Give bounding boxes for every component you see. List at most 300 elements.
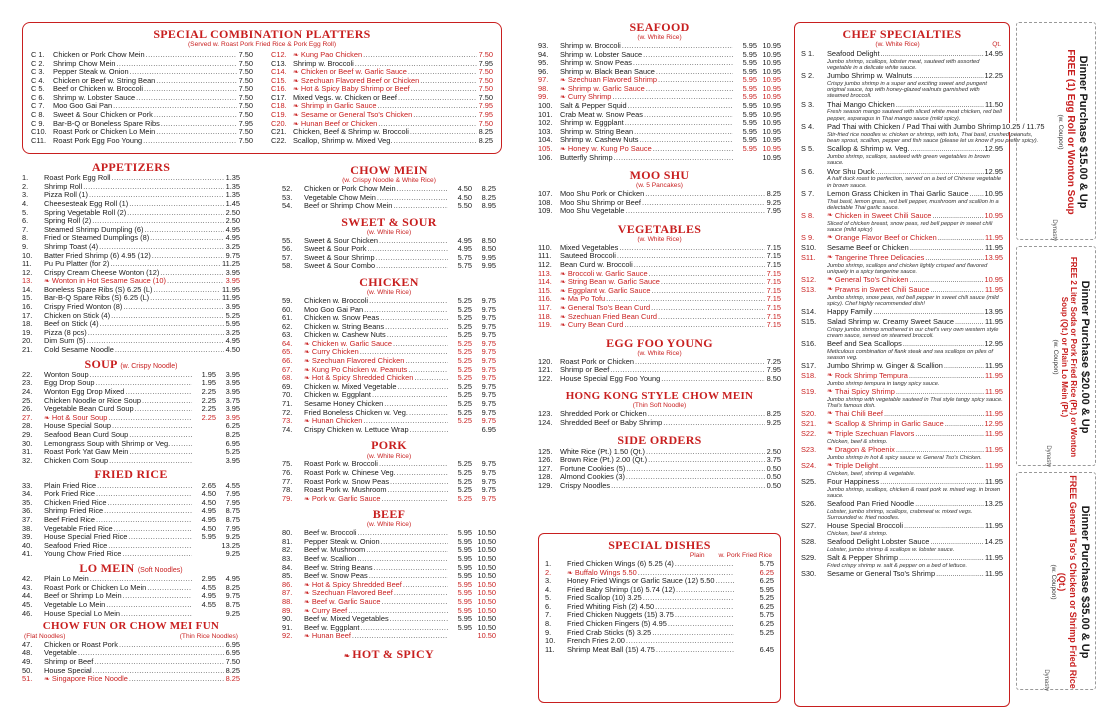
item-price-pt: 5.95 xyxy=(733,51,757,60)
chef-item[interactable] xyxy=(801,244,1003,253)
item-price-pt: 5.75 xyxy=(448,262,472,271)
menu-item[interactable] xyxy=(22,542,240,551)
menu-item[interactable] xyxy=(22,183,240,192)
item-name: Shrimp in Garlic Sauce ..... xyxy=(301,102,477,111)
item-name: Wonton Soup ..... xyxy=(44,371,192,380)
item-number: C 1. xyxy=(31,49,45,59)
menu-item[interactable] xyxy=(282,632,496,641)
menu-item[interactable] xyxy=(282,426,496,435)
menu-item[interactable] xyxy=(31,68,253,77)
chef-item[interactable] xyxy=(801,570,1003,579)
menu-item[interactable] xyxy=(22,440,240,449)
item-price-qt: 10.50 xyxy=(472,564,496,573)
menu-item[interactable] xyxy=(538,456,781,465)
chef-item-name: Scallop & Shrimp w. Veg. ..... xyxy=(827,145,984,154)
item-name: Butterfly Shrimp ..... xyxy=(560,154,733,163)
item-number: 1. xyxy=(22,173,29,183)
item-number: 103. xyxy=(538,126,553,136)
menu-item[interactable] xyxy=(538,313,781,322)
menu-item[interactable] xyxy=(31,77,253,86)
item-name: Fried Crab Sticks (5) 3.25 ..... xyxy=(567,629,734,638)
menu-item[interactable] xyxy=(271,128,493,137)
chef-item[interactable] xyxy=(801,372,1003,387)
menu-item[interactable] xyxy=(282,417,496,426)
menu-item[interactable] xyxy=(538,278,781,287)
menu-item[interactable] xyxy=(31,102,253,111)
item-price-pt: 5.95 xyxy=(448,564,472,573)
menu-item[interactable] xyxy=(22,234,240,243)
item-name: Chicken w. Garlic Sauce ..... xyxy=(312,340,448,349)
item-name: Chicken w. Mixed Vegetable ..... xyxy=(304,383,448,392)
menu-item[interactable] xyxy=(22,641,240,650)
chef-item[interactable] xyxy=(801,420,1003,429)
item-price: 7.95 xyxy=(478,58,493,68)
menu-item[interactable] xyxy=(22,649,240,658)
vegetables-title: VEGETABLES xyxy=(617,221,702,236)
chili-icon: ❧ xyxy=(293,77,299,85)
item-number: 15. xyxy=(22,293,33,303)
item-number: 97. xyxy=(538,75,549,85)
item-number: 14. xyxy=(22,284,33,294)
item-price: 7.15 xyxy=(766,303,781,313)
chef-item[interactable] xyxy=(801,410,1003,419)
item-price: 2.50 xyxy=(225,216,240,226)
chef-item-name: Triple Szechuan Flavors ..... xyxy=(835,430,984,439)
menu-item[interactable] xyxy=(545,577,774,586)
menu-item[interactable] xyxy=(282,624,496,633)
chef-item-desc: Crispy jumbo shrimp in a super and exciting sweet and pungent original sauce, top with honey-glazed walnuts garnished with steamed broccoli. xyxy=(827,80,987,100)
menu-item[interactable] xyxy=(22,658,240,667)
menu-item[interactable] xyxy=(545,620,774,629)
chef-item[interactable] xyxy=(801,462,1003,477)
menu-item[interactable] xyxy=(538,252,781,261)
chef-item[interactable] xyxy=(801,478,1003,499)
chili-icon: ❧ xyxy=(293,51,299,59)
chef-item-price: 11.95 xyxy=(985,409,1003,419)
vegetables-list xyxy=(538,244,781,330)
menu-item[interactable] xyxy=(22,533,240,542)
item-price: 3.25 xyxy=(225,241,240,251)
chef-item-code: S24. xyxy=(801,460,817,470)
menu-item[interactable] xyxy=(282,202,496,211)
item-number: 85. xyxy=(282,571,293,581)
menu-item[interactable] xyxy=(538,482,781,491)
chili-icon: ❧ xyxy=(560,270,566,278)
chef-item[interactable] xyxy=(801,234,1003,243)
menu-item[interactable] xyxy=(22,226,240,235)
item-number: 2. xyxy=(22,181,29,191)
chef-item[interactable] xyxy=(801,168,1003,189)
item-name: Vegetable Chow Mein ..... xyxy=(304,194,448,203)
chef-item-price: 12.95 xyxy=(984,419,1003,429)
item-price-pt: 5.95 xyxy=(733,136,757,145)
menu-item[interactable] xyxy=(545,594,774,603)
menu-item[interactable] xyxy=(31,60,253,69)
menu-item[interactable] xyxy=(271,68,493,77)
menu-item[interactable] xyxy=(22,601,240,610)
item-number: 121. xyxy=(538,365,553,375)
chef-item[interactable] xyxy=(801,538,1003,553)
item-name: Fried or Steamed Dumplings (8) ..... xyxy=(44,234,224,243)
menu-item[interactable] xyxy=(31,128,253,137)
special-plain-header: Plain xyxy=(689,552,705,560)
menu-item[interactable] xyxy=(22,312,240,321)
item-price: 7.15 xyxy=(766,251,781,261)
eggfoo-subtitle: (w. White Rice) xyxy=(637,349,682,357)
item-price: 4.95 xyxy=(225,224,240,234)
item-price-qt: 9.75 xyxy=(472,460,496,469)
chef-item-name: Tangerine Three Delicacies ..... xyxy=(835,254,984,263)
item-name: Moo Goo Gai Pan ..... xyxy=(304,306,448,315)
coupon-2[interactable] xyxy=(1016,246,1096,466)
chili-icon: ❧ xyxy=(304,349,310,357)
item-name: Salt & Pepper Squid ..... xyxy=(560,102,733,111)
chef-item[interactable] xyxy=(801,522,1003,537)
menu-item[interactable] xyxy=(22,550,240,559)
menu-item[interactable] xyxy=(22,414,240,423)
menu-item[interactable] xyxy=(271,60,493,69)
chef-item[interactable] xyxy=(801,190,1003,211)
menu-item[interactable] xyxy=(22,610,240,619)
menu-item[interactable] xyxy=(22,329,240,338)
menu-item[interactable] xyxy=(538,145,781,154)
menu-item[interactable] xyxy=(22,431,240,440)
chef-item-line xyxy=(827,430,1003,439)
coupon-3[interactable] xyxy=(1016,472,1096,690)
item-number: 54. xyxy=(282,201,293,211)
menu-item[interactable] xyxy=(271,137,493,146)
chef-item[interactable] xyxy=(801,276,1003,285)
item-name: Fried Baby Shrimp (16) 5.74 (12) ..... xyxy=(567,586,734,595)
menu-item[interactable] xyxy=(31,94,253,103)
chili-icon: ❧ xyxy=(304,366,310,374)
item-name: Beef w. Snow Peas ..... xyxy=(304,572,448,581)
menu-item[interactable] xyxy=(22,200,240,209)
item-number: 113. xyxy=(538,268,552,278)
menu-item[interactable] xyxy=(271,51,493,60)
menu-item[interactable] xyxy=(538,244,781,253)
chef-item[interactable] xyxy=(801,362,1003,371)
chef-item[interactable] xyxy=(801,286,1003,307)
menu-item[interactable] xyxy=(545,611,774,620)
menu-item[interactable] xyxy=(22,174,240,183)
item-price: 4.50 xyxy=(225,345,240,355)
item-name: Beef w. Mushroom ..... xyxy=(304,546,448,555)
menu-item[interactable] xyxy=(22,286,240,295)
chili-icon: ❧ xyxy=(827,429,833,437)
item-name: Wonton Egg Drop Mixed ..... xyxy=(44,388,192,397)
item-price-pt: 4.50 xyxy=(192,525,216,534)
menu-item[interactable] xyxy=(545,560,774,569)
sweetsour-title: SWEET & SOUR xyxy=(341,214,437,229)
item-number: C17. xyxy=(271,92,287,102)
chef-item[interactable] xyxy=(801,212,1003,233)
menu-item[interactable] xyxy=(538,287,781,296)
item-number: 9. xyxy=(545,627,552,637)
item-price: 0.50 xyxy=(766,472,781,482)
item-number: 10. xyxy=(22,250,33,260)
item-name: Hunan Beef ..... xyxy=(312,632,448,641)
item-name: Shrimp w. Broccoli ..... xyxy=(293,60,477,69)
chef-item-name: Seafood Pan Fried Noodle ..... xyxy=(827,500,984,509)
special-pork-header: w. Pork Fried Rice xyxy=(718,552,772,560)
chef-item-price: 11.95 xyxy=(985,243,1003,253)
menu-item[interactable] xyxy=(538,304,781,313)
item-price-pt: 5.25 xyxy=(448,314,472,323)
chef-item-line xyxy=(827,478,1003,487)
menu-item[interactable] xyxy=(22,667,240,676)
menu-item[interactable] xyxy=(538,375,781,384)
column-1 xyxy=(22,160,240,684)
menu-item[interactable] xyxy=(538,154,781,163)
item-name: Pizza (8 pcs) ..... xyxy=(44,329,224,338)
seafood-title: SEAFOOD xyxy=(629,20,690,34)
chef-item-desc: Jumbo shrimp, scallops, sauteed with green vegetables in brown sauce. xyxy=(827,153,990,167)
item-number: 66. xyxy=(282,356,293,366)
item-price-pt: 4.95 xyxy=(448,237,472,246)
menu-item[interactable] xyxy=(271,111,493,120)
item-price-qt: 6.25 xyxy=(216,422,240,431)
menu-item[interactable] xyxy=(22,217,240,226)
menu-item[interactable] xyxy=(282,495,496,504)
menu-item[interactable] xyxy=(271,102,493,111)
menu-item[interactable] xyxy=(22,320,240,329)
menu-item[interactable] xyxy=(538,295,781,304)
menu-item[interactable] xyxy=(545,629,774,638)
chef-item[interactable] xyxy=(801,340,1003,361)
item-price-qt: 3.95 xyxy=(216,379,240,388)
chef-item-body xyxy=(827,554,1003,569)
item-name: Sweet & Sour Chicken ..... xyxy=(304,237,448,246)
menu-item[interactable] xyxy=(22,191,240,200)
item-price-qt: 10.50 xyxy=(472,607,496,616)
menu-item[interactable] xyxy=(22,303,240,312)
menu-item[interactable] xyxy=(538,199,781,208)
chef-item-body xyxy=(827,145,1003,166)
menu-item[interactable] xyxy=(271,94,493,103)
item-name: Curry Beef ..... xyxy=(312,607,448,616)
chef-item[interactable] xyxy=(801,308,1003,317)
item-name: Boneless Spare Ribs (S) 6.25 (L) ..... xyxy=(44,286,220,295)
item-name: Chicken w. String Beans ..... xyxy=(304,323,448,332)
hot-spicy-legend: ❧ HOT & SPICY xyxy=(344,646,434,661)
chef-subtitle: (w. White Rice) xyxy=(875,41,920,49)
chef-qt-header: Qt. xyxy=(992,41,1001,49)
item-number: 68. xyxy=(282,373,293,383)
menu-item[interactable] xyxy=(271,77,493,86)
item-price: 4.95 xyxy=(225,233,240,243)
item-price-qt: 9.75 xyxy=(472,297,496,306)
item-name: House Special Fried Rice ..... xyxy=(44,533,192,542)
chef-item[interactable] xyxy=(801,430,1003,445)
item-price: 3.25 xyxy=(225,327,240,337)
chef-item-desc: Thai basil, lemon grass, red bell pepper, mushroom and scallion in a delectable Thai garlic sauce. xyxy=(827,198,999,211)
item-number: C 7. xyxy=(31,101,45,111)
menu-item[interactable] xyxy=(538,410,781,419)
item-price-pt: 4.55 xyxy=(192,584,216,593)
chef-item[interactable] xyxy=(801,446,1003,461)
item-name: Fried Chicken Wings (6) 5.25 (4) ..... xyxy=(567,560,734,569)
item-price: 7.15 xyxy=(766,320,781,330)
item-price-qt: 10.50 xyxy=(472,538,496,547)
chef-item[interactable] xyxy=(801,72,1003,100)
chef-item-body xyxy=(827,244,1003,253)
item-price: 6.25 xyxy=(734,603,774,612)
item-price-qt: 9.75 xyxy=(472,478,496,487)
menu-item[interactable] xyxy=(538,358,781,367)
chili-icon: ❧ xyxy=(827,253,833,261)
item-number: 30. xyxy=(22,438,33,448)
chef-item[interactable] xyxy=(801,254,1003,275)
item-price-qt: 9.25 xyxy=(216,550,240,559)
menu-item[interactable] xyxy=(538,366,781,375)
item-name: Fried Scallop (10) 3.25 ..... xyxy=(567,594,734,603)
item-price: 5.95 xyxy=(734,586,774,595)
menu-item[interactable] xyxy=(271,85,493,94)
menu-item[interactable] xyxy=(31,120,253,129)
chef-item-price: 11.95 xyxy=(985,371,1003,381)
menu-item[interactable] xyxy=(31,51,253,60)
menu-item[interactable] xyxy=(31,137,253,146)
menu-item[interactable] xyxy=(22,294,240,303)
chef-item-line xyxy=(827,500,1003,509)
menu-item[interactable] xyxy=(538,448,781,457)
item-price: 8.50 xyxy=(766,373,781,383)
chef-item-body xyxy=(827,286,1003,307)
item-number: 99. xyxy=(538,92,549,102)
item-name: Roast Pork w. Broccoli ..... xyxy=(304,460,448,469)
menu-item[interactable] xyxy=(22,346,240,355)
chili-icon: ❧ xyxy=(44,414,50,422)
chef-item[interactable] xyxy=(801,500,1003,521)
item-name: Vegetable Lo Mein ..... xyxy=(44,601,192,610)
menu-item[interactable] xyxy=(31,85,253,94)
item-price-pt: 5.25 xyxy=(448,409,472,418)
menu-item[interactable] xyxy=(538,261,781,270)
menu-item[interactable] xyxy=(538,321,781,330)
item-price: 7.15 xyxy=(766,268,781,278)
item-number: C 2. xyxy=(31,58,45,68)
item-number: 90. xyxy=(282,614,293,624)
item-price-qt: 10.95 xyxy=(757,42,781,51)
item-price: 5.75 xyxy=(734,560,774,569)
chef-item-code: S10. xyxy=(801,243,817,253)
menu-item[interactable] xyxy=(538,473,781,482)
item-name: Hot & Spicy Shredded Chicken ..... xyxy=(312,374,448,383)
item-name: Chicken or Beef w. String Bean ..... xyxy=(53,77,237,86)
menu-item[interactable] xyxy=(545,637,774,646)
chef-item-body xyxy=(827,254,1003,275)
item-name: Vegetable Fried Rice ..... xyxy=(44,525,192,534)
chef-item[interactable] xyxy=(801,145,1003,166)
chef-item[interactable] xyxy=(801,554,1003,569)
chili-icon: ❧ xyxy=(293,112,299,120)
chef-item-body xyxy=(827,570,1003,579)
item-number: 72. xyxy=(282,407,293,417)
chef-item-desc: Chicken, beef, shrimp & vegetable. xyxy=(827,470,916,477)
chef-item-line xyxy=(827,212,1003,221)
menu-item[interactable] xyxy=(22,269,240,278)
menu-item[interactable] xyxy=(22,260,240,269)
menu-item[interactable] xyxy=(22,252,240,261)
chili-icon: ❧ xyxy=(827,445,833,453)
item-price-pt: 5.25 xyxy=(448,357,472,366)
chef-item-price: 12.95 xyxy=(984,144,1003,154)
chef-item[interactable] xyxy=(801,101,1003,122)
menu-item[interactable] xyxy=(545,569,774,578)
menu-item[interactable] xyxy=(538,465,781,474)
menu-item[interactable] xyxy=(545,586,774,595)
chili-icon: ❧ xyxy=(304,375,310,383)
item-price-pt: 5.95 xyxy=(448,607,472,616)
item-name: Roast Pork w. Chinese Veg. ..... xyxy=(304,469,448,478)
chef-item-code: S23. xyxy=(801,444,817,454)
item-price: 6.95 xyxy=(225,648,240,658)
chowmein-title: CHOW MEIN xyxy=(350,163,428,177)
item-price-pt: 5.25 xyxy=(448,366,472,375)
item-number: C15. xyxy=(271,75,287,85)
item-name: Ma Po Tofu ..... xyxy=(568,295,765,304)
item-name: Batter Fried Shrimp (6) 4.95 (12) ..... xyxy=(44,252,224,261)
item-number: 29. xyxy=(22,430,33,440)
item-name: Cold Sesame Noodle ..... xyxy=(44,346,224,355)
menu-item[interactable] xyxy=(545,646,774,655)
chef-item-price: 13.95 xyxy=(984,252,1003,262)
item-name: Spring Vegetable Roll (2) ..... xyxy=(44,209,224,218)
chef-item[interactable] xyxy=(801,50,1003,71)
menu-item[interactable] xyxy=(22,243,240,252)
menu-item[interactable] xyxy=(271,120,493,129)
menu-item[interactable] xyxy=(538,207,781,216)
chef-item-price: 10.95 xyxy=(984,211,1003,221)
menu-item[interactable] xyxy=(22,448,240,457)
item-price-qt: 10.95 xyxy=(757,93,781,102)
menu-item[interactable] xyxy=(538,419,781,428)
menu-item[interactable] xyxy=(22,209,240,218)
menu-item[interactable] xyxy=(545,603,774,612)
item-name: Hunan Chicken ..... xyxy=(312,417,448,426)
menu-item[interactable] xyxy=(22,337,240,346)
item-price-qt: 8.25 xyxy=(472,194,496,203)
chef-item-body xyxy=(827,212,1003,233)
chef-item-line xyxy=(827,318,1003,327)
menu-item[interactable] xyxy=(22,422,240,431)
item-price: 6.25 xyxy=(734,577,774,586)
chef-item[interactable] xyxy=(801,388,1003,409)
item-name: Shrimp Fried Rice ..... xyxy=(44,507,192,516)
chicken-subtitle: (w. White Rice) xyxy=(366,289,412,297)
chef-item-code: S17. xyxy=(801,361,817,371)
item-number: 88. xyxy=(282,596,293,606)
menu-item[interactable] xyxy=(538,190,781,199)
menu-item[interactable] xyxy=(22,675,240,684)
menu-item[interactable] xyxy=(22,277,240,286)
menu-item[interactable] xyxy=(31,111,253,120)
item-name: Beef or Shrimp Lo Mein ..... xyxy=(44,592,192,601)
menu-item[interactable] xyxy=(22,457,240,466)
special-title: SPECIAL DISHES xyxy=(608,538,711,552)
item-name: Moo Goo Gai Pan ..... xyxy=(53,102,237,111)
menu-item[interactable] xyxy=(282,262,496,271)
item-number: 17. xyxy=(22,310,33,320)
chef-item[interactable] xyxy=(801,121,1045,144)
chef-item-line xyxy=(827,372,1003,381)
chef-item-code: S 3. xyxy=(801,99,815,109)
item-number: 51. xyxy=(22,674,33,684)
menu-item[interactable] xyxy=(538,270,781,279)
item-number: 73. xyxy=(282,416,293,426)
chef-item[interactable] xyxy=(801,318,1003,339)
